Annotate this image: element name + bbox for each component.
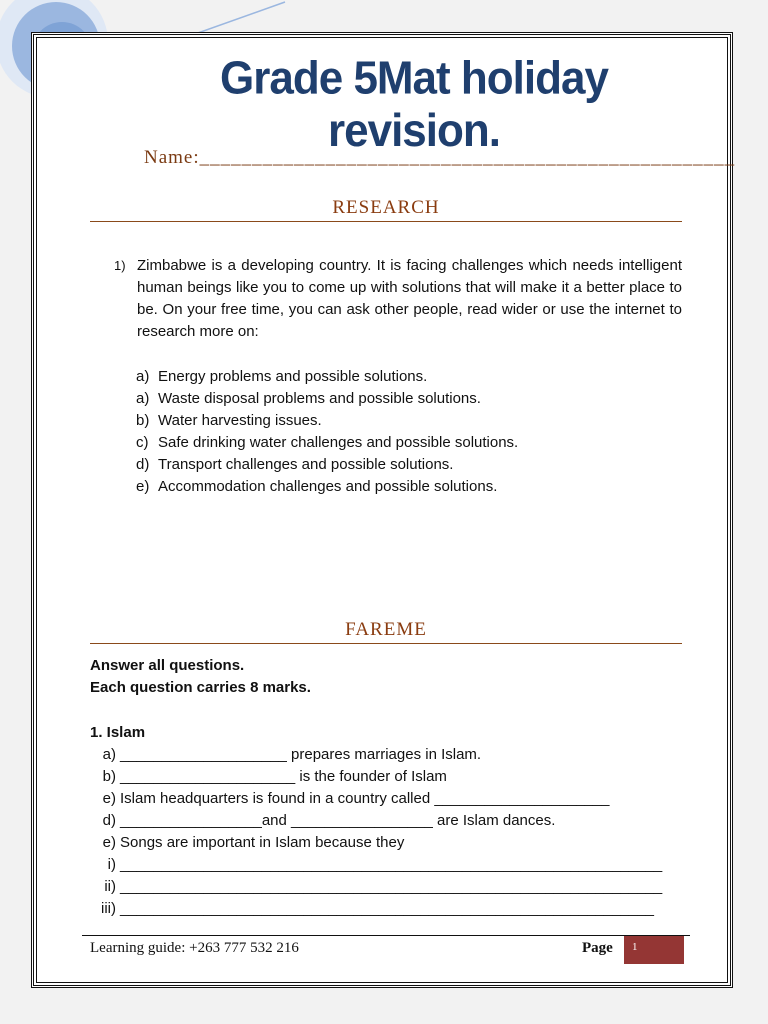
list-item: a) Waste disposal problems and possible solutions.: [136, 390, 481, 407]
list-item: e) Accommodation challenges and possible solutions.: [136, 478, 498, 495]
list-item: i) _________________________________________________________________: [107, 856, 663, 873]
list-item: e) Songs are important in Islam because they: [102, 834, 405, 851]
instruction-line: Each question carries 8 marks.: [90, 679, 311, 696]
list-item: d) _________________and _________________ are Islam dances.: [102, 812, 556, 829]
islam-question-list: [92, 744, 662, 920]
list-item: a) Energy problems and possible solutions.: [136, 368, 428, 385]
list-item: c) Safe drinking water challenges and possible solutions.: [136, 434, 519, 451]
research-topic-list: [136, 366, 518, 498]
list-item: a) ____________________ prepares marriages in Islam.: [102, 746, 482, 763]
list-item: ii) _________________________________________________________________: [104, 878, 663, 895]
question-title: 1. Islam: [90, 724, 146, 741]
list-item: iii) ________________________________________________________________: [101, 900, 654, 917]
page-number-badge: 1: [624, 936, 684, 964]
research-heading: RESEARCH: [90, 197, 682, 222]
list-item: d) Transport challenges and possible solutions.: [136, 456, 454, 473]
research-question: [114, 255, 682, 343]
instructions: [90, 655, 311, 699]
page-footer: [82, 935, 690, 966]
document-title: Grade 5Mat holiday revision.: [220, 52, 608, 157]
fareme-heading: FAREME: [90, 619, 682, 644]
list-item: b) Water harvesting issues.: [136, 412, 322, 429]
instruction-line: Answer all questions.: [90, 657, 245, 674]
footer-page-label: Page: [582, 940, 613, 956]
list-item: e) Islam headquarters is found in a country called _____________________: [102, 790, 610, 807]
question-text: Zimbabwe is a developing country. It is facing challenges which needs intelligent human beings like you to come up with solutions that will make it a better place to be. On your free time, you can ask other people, read wider or use the internet to research more on:: [137, 257, 682, 340]
name-field: Name:___________________________________________________: [144, 147, 736, 168]
footer-contact: Learning guide: +263 777 532 216: [90, 940, 299, 956]
question-number: 1): [114, 258, 126, 273]
document-page: [31, 32, 736, 988]
list-item: b) _____________________ is the founder of Islam: [102, 768, 447, 785]
